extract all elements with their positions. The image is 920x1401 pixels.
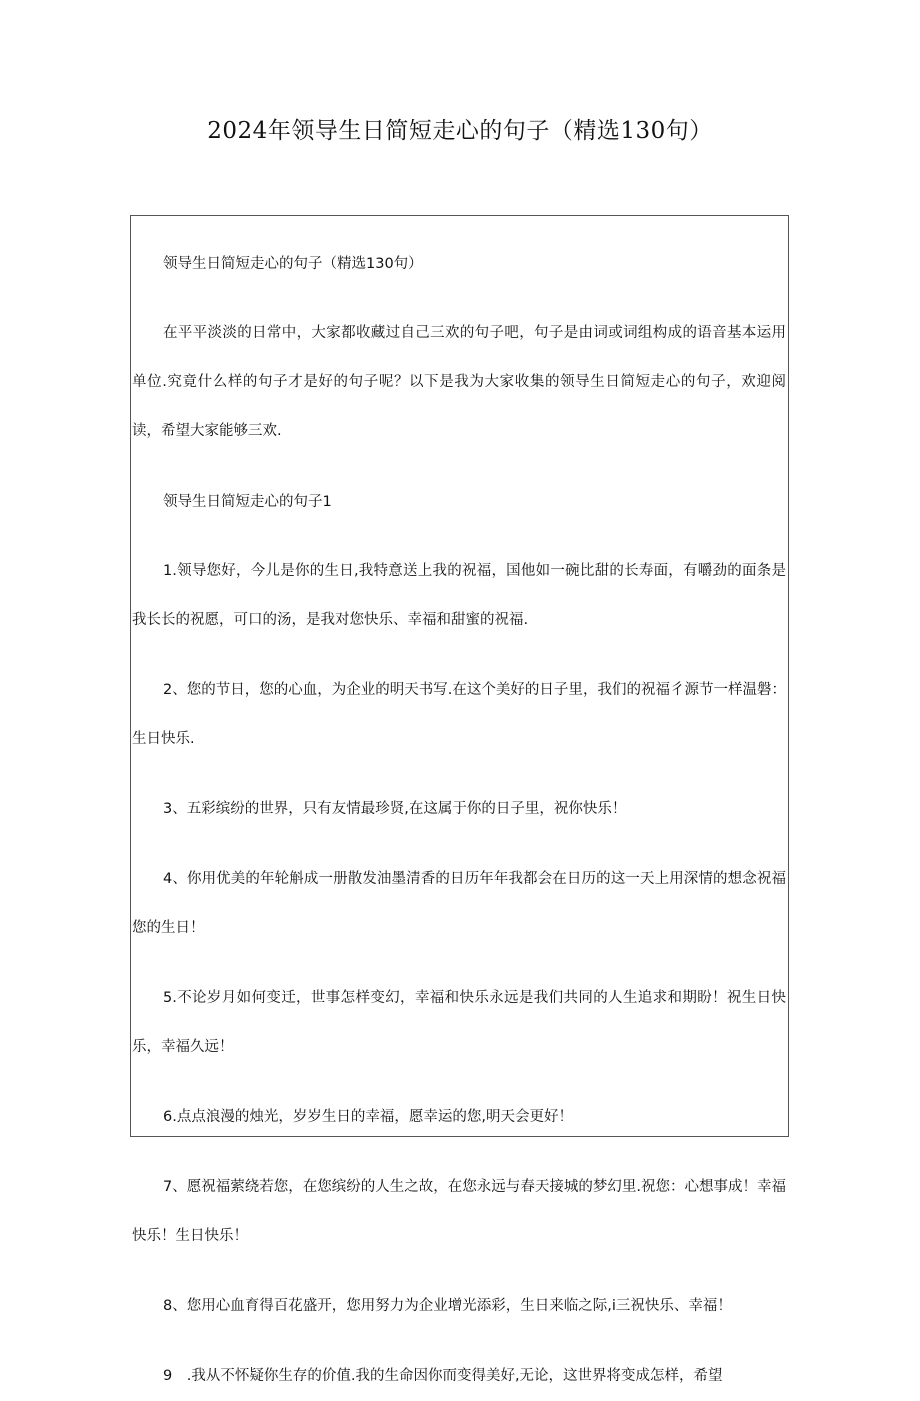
sentence-item-7: 7、愿祝福萦绕若您，在您缤纷的人生之故，在您永远与春天接城的梦幻里.祝您：心想事成！幸福快乐！生日快乐！ bbox=[132, 1179, 786, 1244]
section-heading-1: 领导生日简短走心的句子1 bbox=[163, 494, 332, 510]
document-title: 2024年领导生日简短走心的句子（精选130句） bbox=[207, 118, 713, 144]
intro-paragraph: 在平平淡淡的日常中，大家都收藏过自己三欢的句子吧，句子是由词或词组构成的语音基本运用单位.究竟什么样的句子才是好的句子呢？以下是我为大家收集的领导生日简短走心的句子，欢迎阅读，希望大家能够三欢. bbox=[132, 325, 786, 439]
document-body bbox=[131, 216, 788, 1401]
sentence-item-2: 2、您的节日，您的心血，为企业的明天书写.在这个美好的日子里，我们的祝福彳源节一样温磐：生日快乐. bbox=[132, 682, 786, 747]
sentence-item-9: 9 .我从不怀疑你生存的价值.我的生命因你而变得美好,无论，这世界将变成怎样，希望 bbox=[163, 1368, 723, 1384]
sentence-item-4: 4、你用优美的年轮斛成一册散发油墨清香的日历年年我都会在日历的这一天上用深情的想念祝福您的生日！ bbox=[132, 871, 786, 936]
content-frame bbox=[130, 215, 789, 1384]
sentence-item-1: 1.领导您好，今儿是你的生日,我特意送上我的祝福，国他如一碗比甜的长寿面，有嚼劲的面条是我长长的祝愿，可口的汤，是我对您快乐、幸福和甜蜜的祝福. bbox=[132, 563, 786, 628]
sentence-item-5: 5.不论岁月如何变迁，世事怎样变幻，幸福和快乐永远是我们共同的人生追求和期盼！祝生日快乐，幸福久远！ bbox=[132, 990, 786, 1055]
sentence-item-8: 8、您用心血育得百花盛开，您用努力为企业增光添彩，生日来临之际,i三祝快乐、幸福！ bbox=[163, 1298, 732, 1314]
sentence-item-3: 3、五彩缤纷的世界，只有友情最珍贤,在这属于你的日子里，祝你快乐！ bbox=[163, 801, 627, 817]
sentence-item-6: 6.点点浪漫的烛光，岁岁生日的幸福，愿幸运的您,明天会更好！ bbox=[163, 1109, 573, 1125]
section-heading: 领导生日简短走心的句子（精选130句） bbox=[163, 256, 423, 272]
